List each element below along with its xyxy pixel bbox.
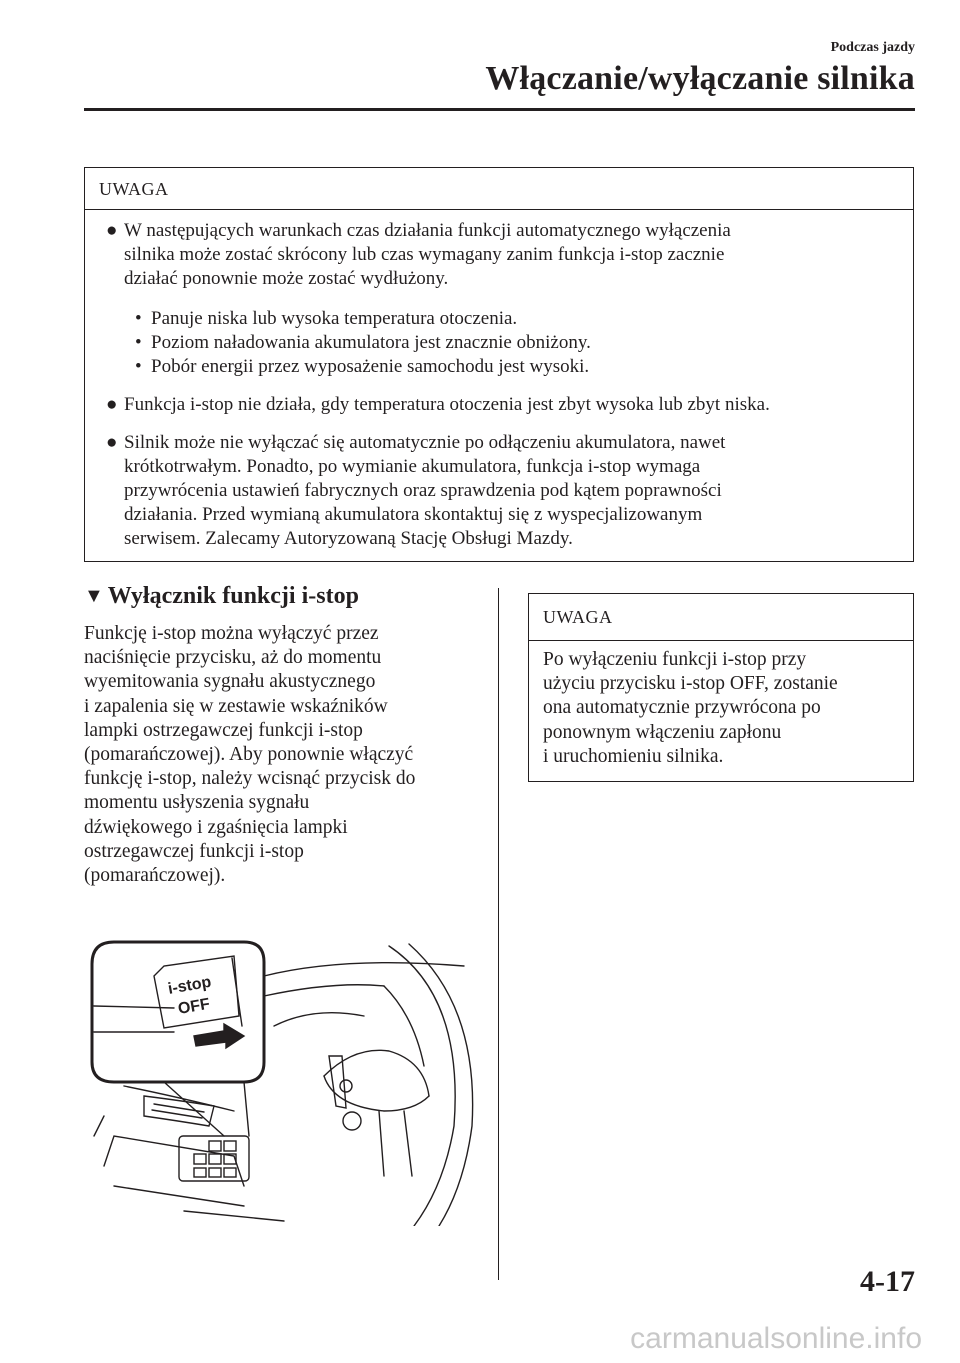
text-line: i zapalenia się w zestawie wskaźników [84, 695, 388, 717]
watermark: carmanualsonline.info [630, 1322, 922, 1355]
text-line: (pomarańczowej). Aby ponownie włączyć [84, 744, 414, 766]
text-line: użyciu przycisku i-stop OFF, zostanie [543, 673, 838, 695]
triangle-down-icon: ▼ [84, 585, 104, 607]
text-line: W następujących warunkach czas działania funkcji automatycznego wyłączenia [124, 220, 731, 241]
off-button-label: OFF [176, 995, 212, 1018]
text-line: Silnik może nie wyłączać się automatycznie po odłączeniu akumulatora, nawet [124, 432, 726, 453]
note-heading: UWAGA [85, 168, 913, 210]
dashboard-illustration [84, 936, 484, 1226]
note-bullet-2 [106, 393, 770, 417]
text-line: funkcję i-stop, należy wcisnąć przycisk do [84, 768, 416, 790]
page-title: Włączanie/wyłączanie silnika [485, 60, 915, 97]
note-bullet-1 [106, 219, 731, 291]
text-line: lampki ostrzegawczej funkcji i-stop [84, 719, 363, 741]
text-line: Pobór energii przez wyposażenie samochodu jest wysoki. [151, 356, 590, 377]
text-line: przywrócenia ustawień fabrycznych oraz sprawdzenia pod kątem poprawności [124, 480, 722, 501]
text-line: momentu usłyszenia sygnału [84, 792, 310, 814]
sub-bullet-icon: • [135, 308, 142, 329]
text-line: silnika może zostać skrócony lub czas wymagany zanim funkcja i-stop zacznie [124, 244, 725, 265]
note-sub-item [135, 355, 590, 379]
text-line: Poziom naładowania akumulatora jest znacznie obniżony. [151, 332, 591, 353]
section-title [84, 583, 359, 610]
text-line: i uruchomieniu silnika. [543, 745, 724, 767]
note-heading: UWAGA [529, 594, 913, 641]
text-line: Po wyłączeniu funkcji i-stop przy [543, 649, 807, 670]
text-line: Funkcja i-stop nie działa, gdy temperatura otoczenia jest zbyt wysoka lub zbyt niska. [124, 394, 770, 415]
section-title-text: Wyłącznik funkcji i-stop [107, 583, 359, 609]
text-line: Funkcję i-stop można wyłączyć przez [84, 623, 379, 644]
text-line: ponownym włączeniu zapłonu [543, 721, 782, 743]
bullet-dot-icon: ● [106, 220, 118, 241]
text-line: serwisem. Zalecamy Autoryzowaną Stację Obsługi Mazdy. [124, 528, 573, 549]
bullet-dot-icon: ● [106, 432, 118, 453]
bullet-dot-icon: ● [106, 394, 118, 415]
text-line: działać ponownie może zostać wydłużony. [124, 268, 449, 289]
text-line: wyemitowania sygnału akustycznego [84, 671, 376, 693]
header-rule [84, 108, 915, 111]
header-section-label: Podczas jazdy [830, 40, 915, 55]
text-line: dźwiękowego i zgaśnięcia lampki [84, 816, 348, 838]
istop-button-label: i-stop [166, 973, 213, 998]
column-divider [498, 588, 499, 1280]
sub-bullet-icon: • [135, 356, 142, 377]
text-line: naciśnięcie przycisku, aż do momentu [84, 647, 382, 669]
text-line: ostrzegawczej funkcji i-stop [84, 840, 304, 862]
section-body [84, 622, 484, 888]
text-line: ona automatycznie przywrócona po [543, 697, 821, 719]
text-line: Panuje niska lub wysoka temperatura otoczenia. [151, 308, 518, 329]
text-line: (pomarańczowej). [84, 865, 226, 887]
text-line: działania. Przed wymianą akumulatora skontaktuj się z wyspecjalizowanym [124, 504, 703, 525]
page-number: 4-17 [860, 1265, 915, 1298]
note-right-body [543, 648, 838, 769]
note-sub-item [135, 331, 591, 355]
sub-bullet-icon: • [135, 332, 142, 353]
note-sub-item [135, 307, 518, 331]
text-line: krótkotrwałym. Ponadto, po wymianie akumulatora, funkcja i-stop wymaga [124, 456, 701, 477]
note-bullet-3 [106, 431, 726, 551]
